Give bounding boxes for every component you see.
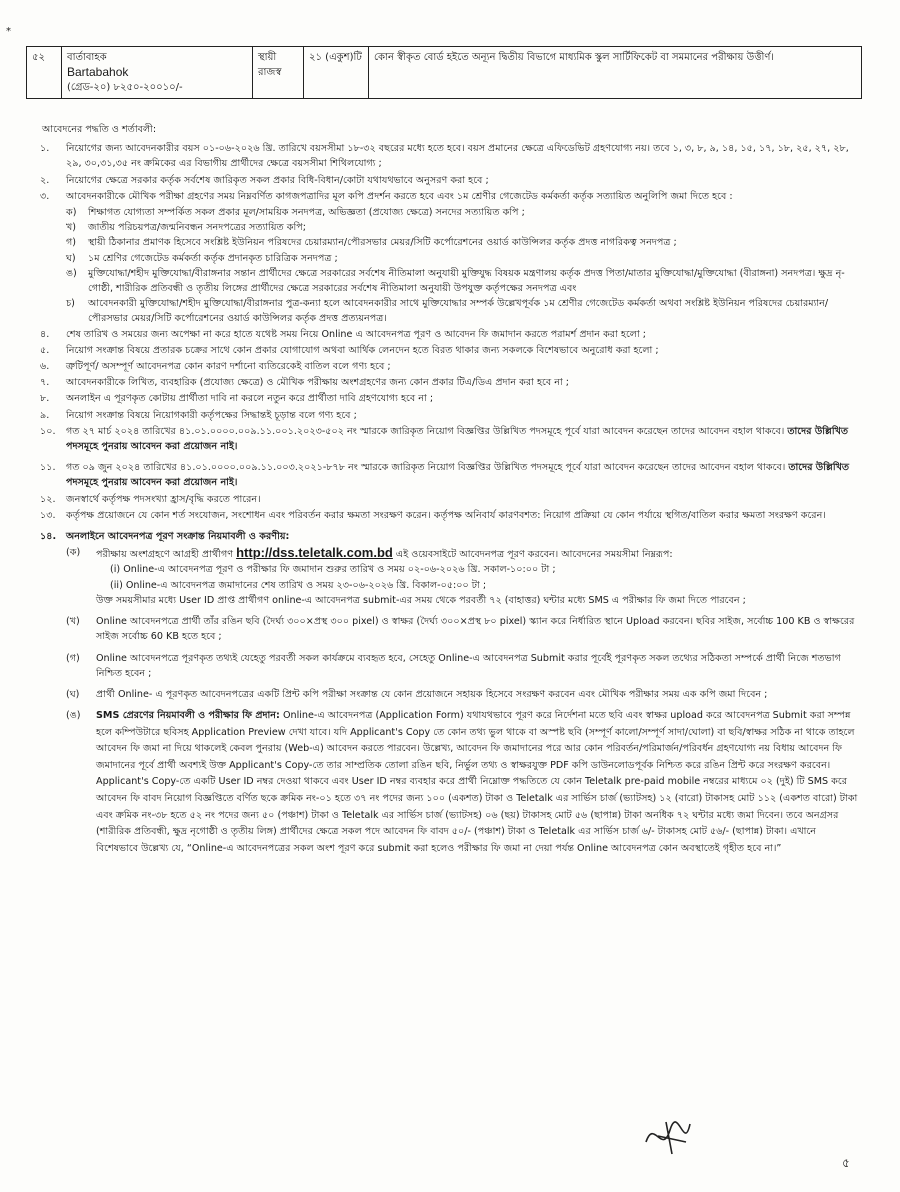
list-item: ৪. শেষ তারিখ ও সময়ের জন্য অপেক্ষা না করে হাতে যথেষ্ট সময় নিয়ে Online এ আবেদনপত্র পূরণ ও আবেদন ফি জমাদান করতে পরামর্শ প্রদান করা হলো ; [40, 328, 647, 340]
serial-cell: ৫২ [27, 47, 62, 99]
list-item: ৭. আবেদনকারীকে লিখিত, ব্যবহারিক (প্রযোজ্য ক্ষেত্রে) ও মৌখিক পরীক্ষায় অংশগ্রহণের জন্য কোন প্রকার টিএ/ডিএ প্রদান করা হবে না ; [40, 377, 570, 389]
top-mark: * [6, 26, 11, 37]
sub-item: চ) আবেদনকারী মুক্তিযোদ্ধা/শহীদ মুক্তিযোদ্ধা/বীরাঙ্গনার পুত্র-কন্যা হলে আবেদনকারীর সাথে মুক্তিযোদ্ধার সম্পর্ক উল্লেখপূর্বক ১ম শ্রেণীর গেজেটেড কর্মকর্তা অথবা সংশ্লিষ্ট ইউনিয়ন পরিষদের চেয়ারম্যান/পৌরসভার মেয়র/সিটি কর্পোরেশনের ওয়ার্ড কাউন্সিলর কর্তৃক প্রদত্ত প্রত্যয়নপত্র। [66, 298, 829, 325]
online-item-gha: (ঘ) প্রার্থী Online- এ পূরণকৃত আবেদনপত্রের একটি প্রিন্ট কপি পরীক্ষা সংক্রান্ত যে কোন প্রয়োজনে সহায়ক হিসেবে সংরক্ষণ করবেন এবং মৌখিক পরীক্ষার সময় এক কপি জমা দিবেন ; [66, 688, 768, 700]
list-item: ১. নিয়োগের জন্য আবেদনকারীর বয়স ০১-০৬-২০২৬ খ্রি. তারিখে বয়সসীমা ১৮-৩২ বছরের মধ্যে হতে হবে। বয়স প্রমানের ক্ষেত্রে এফিডেভিট গ্রহণযোগ্য নয়। তবে ১, ৩, ৮, ৯, ১৪, ১৫, ১৭, ১৮, ২৫, ২৭, ২৮, ২৯, ৩০,৩১,৩৫ নং ক্রমিকের এর বিভাগীয় প্রার্থীদের ক্ষেত্রে বয়সসীমা শিথিলযোগ্য ; [40, 143, 849, 170]
online-item-ga: (গ) Online আবেদনপত্রে পূরণকৃত তথ্যই যেহেতু পরবর্তী সকল কার্যক্রমে ব্যবহৃত হবে, সেহেতু Online-এ আবেদনপত্র Submit করার পূর্বেই পূরণকৃত সকল তথ্যের সঠিকতা সম্পর্কে প্রার্থী নিজে শতভাগ নিশ্চিত হবেন ; [66, 652, 841, 679]
post-title-bn: বার্তাবাহক [67, 52, 107, 63]
sub-item: খ) জাতীয় পরিচয়পত্র/জন্মনিবন্ধন সনদপত্রের সত্যায়িত কপি; [66, 222, 306, 234]
terms-section [40, 122, 860, 857]
sub-item: গ) স্থায়ী ঠিকানার প্রমাণক হিসেবে সংশ্লিষ্ট ইউনিয়ন পরিষদের চেয়ারম্যান/পৌরসভার মেয়র/সিটি কর্পোরেশনের ওয়ার্ড কাউন্সিলর কর্তৃক প্রদত্ত নাগরিকত্ব সনদপত্র ; [66, 237, 677, 249]
website-link[interactable]: http://dss.teletalk.com.bd [236, 545, 393, 561]
list-item: ৫. নিয়োগ সংক্রান্ত বিষয়ে প্রতারক চক্রের সাথে কোন প্রকার যোগাযোগ অথবা আর্থিক লেনদেন হতে বিরত থাকার জন্য সকলকে বিশেষভাবে অনুরোধ করা হলো ; [40, 344, 659, 356]
signature-mark [640, 1112, 700, 1160]
sub-item: ঘ) ১ম শ্রেণির গেজেটেড কর্মকর্তা কর্তৃক প্রদানকৃত চারিত্রিক সনদপত্র ; [66, 252, 338, 264]
online-item-ka: (ক) পরীক্ষায় অংশগ্রহণে আগ্রহী প্রার্থীগণ http://dss.teletalk.com.bd এই ওয়েবসাইটে আবেদনপত্র পূরণ করবেন। আবেদনের সময়সীমা নিম্নরূপ: (i) Online-এ আবেদনপত্র পূরণ ও পরীক্ষার ফি জমাদান শুরুর তারিখ ও সময় ০২-০৬-২০২৬ খ্রি. সকাল-১০:০০ টা ; (ii) Online-এ আবেদনপত্র জমাদানের শেষ তারিখ ও সময় ২৩-০৬-২০২৬ খ্রি. বিকাল-০৫:০০ টা ; উক্ত সময়সীমার মধ্যে User ID প্রাপ্ত প্রার্থীগণ online-এ আবেদনপত্র submit-এর সময় থেকে পরবর্তী ৭২ (বাহাত্তর) ঘন্টার মধ্যে SMS এ পরীক্ষার ফি জমা দিতে পারবেন ; [66, 545, 746, 606]
list-item: ৯. নিয়োগ সংক্রান্ত বিষয়ে নিয়োগকারী কর্তৃপক্ষের সিদ্ধান্তই চূড়ান্ত বলে গণ্য হবে ; [40, 409, 357, 421]
list-item: ১৩. কর্তৃপক্ষ প্রয়োজনে যে কোন শর্ত সংযোজন, সংশোধন এবং পরিবর্তন করার ক্ষমতা সংরক্ষণ করেন। কর্তৃপক্ষ অনিবার্য কারণবশত: নিয়োগ প্রক্রিয়া যে কোন পর্যায়ে স্থগিত/বাতিল করার ক্ষমতা সংরক্ষণ করেন। [40, 509, 826, 521]
post-count-cell: ২১ (একুশ)টি [304, 47, 369, 99]
list-item: ৩. আবেদনকারীকে মৌখিক পরীক্ষা গ্রহণের সময় নিম্নবর্ণিত কাগজপত্রাদির মূল কপি প্রদর্শন করতে হবে এবং ১ম শ্রেণীর গেজেটেড কর্মকর্তা কর্তৃক সত্যায়িত অনুলিপি জমা দিতে হবে : [40, 190, 733, 202]
post-title-cell [62, 47, 253, 99]
list-item: ১০. গত ২৭ মার্চ ২০২৪ তারিখের ৪১.০১.০০০০.০০৯.১১.০০১.২০২৩-৫০২ নং স্মারকে জারিকৃত নিয়োগ বিজ্ঞপ্তির উল্লিখিত পদসমূহে পূর্বে যারা আবেদন করেছেন তাদের আবেদন বহাল থাকবে। তাদের উল্লিখিত পদসমূহে পুনরায় আবেদন করা প্রয়োজন নাই। [40, 425, 849, 453]
post-grade: (গ্রেড-২০) ৮২৫০-২০০১০/- [67, 82, 183, 93]
page-number: ৫ [842, 1156, 850, 1170]
list-item: ১১. গত ০৯ জুন ২০২৪ তারিখের ৪১.০১.০০০০.০০৯.১১.০০৩.২০২১-৮৭৮ নং স্মারকে জারিকৃত নিয়োগ বিজ্ঞপ্তির উল্লিখিত পদসমূহে পূর্বে যারা আবেদন করেছেন তাদের আবেদন বহাল থাকবে। তাদের উল্লিখিত পদসমূহে পুনরায় আবেদন করা প্রয়োজন নাই। [40, 462, 850, 489]
post-title-en: Bartabahok [67, 65, 129, 79]
terms-heading: আবেদনের পদ্ধতি ও শর্তাবলী: [42, 124, 157, 135]
sub-item: ঙ) মুক্তিযোদ্ধা/শহীদ মুক্তিযোদ্ধা/বীরাঙ্গনার সন্তান প্রার্থীদের ক্ষেত্রে সরকারের সর্বশেষ নীতিমালা অনুযায়ী মুক্তিযুদ্ধ বিষয়ক মন্ত্রণালয় কর্তৃক প্রদত্ত পিতা/মাতার মুক্তিযোদ্ধা/মুক্তিযোদ্ধা (বীরাঙ্গনা) সনদপত্র। ক্ষুদ্র নৃ-গোষ্ঠী, শারীরিক প্রতিবন্ধী ও তৃতীয় লিঙ্গের প্রার্থীদের ক্ষেত্রে সরকারের সর্বশেষ নীতিমালা অনুযায়ী উপযুক্ত কর্তৃপক্ষের সনদপত্র এবং [66, 267, 845, 295]
list-item: ৮. অনলাইন এ পূরণকৃত কোটায় প্রার্থীতা দাবি না করলে নতুন করে প্রার্থীতা দাবি গ্রহণযোগ্য হবে না ; [40, 393, 434, 405]
list-item: ১৪. অনলাইনে আবেদনপত্র পূরণ সংক্রান্ত নিয়মাবলী ও করণীয়: [40, 531, 290, 543]
list-item: ৬. ত্রুটিপূর্ণ/ অসম্পূর্ণ আবেদনপত্র কোন কারণ দর্শানো ব্যতিরেকেই বাতিল বলে গণ্য হবে ; [40, 361, 391, 373]
list-item: ২. নিয়োগের ক্ষেত্রে সরকার কর্তৃক সর্বশেষ জারিকৃত সকল প্রকার বিধি-বিধান/কোটা যথাযথভাবে অনুসরণ করা হবে ; [40, 174, 489, 186]
list-item: ১২. জনস্বার্থে কর্তৃপক্ষ পদসংখ্যা হ্রাস/বৃদ্ধি করতে পারেন। [40, 493, 261, 505]
sub-item: ক) শিক্ষাগত যোগ্যতা সম্পর্কিত সকল প্রকার মূল/সাময়িক সনদপত্র, অভিজ্ঞতা (প্রযোজ্য ক্ষেত্রে) সনদের সত্যায়িত কপি ; [66, 207, 525, 219]
online-item-kha: (খ) Online আবেদনপত্রে প্রার্থী তাঁর রঙিন ছবি (দৈর্ঘ্য ৩০০×প্রস্থ ৩০০ pixel) ও স্বাক্ষর (দৈর্ঘ্য ৩০০×প্রস্থ ৮০ pixel) স্ক্যান করে নির্ধারিত স্থানে Upload করবেন। ছবির সাইজ, সর্বোচ্চ 100 KB ও স্বাক্ষরের সাইজ সর্বোচ্চ 60 KB হতে হবে ; [66, 616, 855, 643]
post-type-cell: স্থায়ী রাজস্ব [253, 47, 304, 99]
table-row [27, 47, 862, 99]
post-table [26, 46, 862, 99]
qualification-cell: কোন স্বীকৃত বোর্ড হইতে অন্যূন দ্বিতীয় বিভাগে মাধ্যমিক স্কুল সার্টিফিকেট বা সমমানের পরীক্ষায় উত্তীর্ণ। [369, 47, 862, 99]
online-item-uma: (ঙ) SMS প্রেরণের নিয়মাবলী ও পরীক্ষার ফি প্রদান: Online-এ আবেদনপত্র (Application Form) যথাযথভাবে পূরণ করে নির্দেশনা মতে ছবি এবং স্বাক্ষর upload করে আবেদনপত্র Submit করা সম্পন্ন হলে কম্পিউটারে ছবিসহ Application Preview দেখা যাবে। যদি Applicant's Copy তে কোন তথ্য ভুল থাকে বা অস্পষ্ট ছবি (সম্পূর্ণ কালো/সম্পূর্ণ সাদা/ঘোলা) বা ছবি/স্বাক্ষর সঠিক না থাকে তাহলে আবেদন ফি জমা না দিয়ে থাকলেই কেবল পুনরায় (Web-এ) আবেদন করতে পারবেন। উল্লেখ্য, আবেদন ফি জমাদানের পরে আর কোন পরিবর্তন/পরিমার্জন/পরিবর্ধন গ্রহণযোগ্য নয় বিধায় আবেদন ফি জমাদানের পূর্বে প্রার্থী অবশ্যই উক্ত Applicant's Copy-তে তার সাম্প্রতিক তোলা রঙিন ছবি, নির্ভুল তথ্য ও স্বাক্ষরযুক্ত PDF কপি ডাউনলোডপূর্বক নিশ্চিত করে রঙিন প্রিন্ট করে সংরক্ষণ করবেন। Applicant's Copy-তে একটি User ID নম্বর দেওয়া থাকবে এবং User ID নম্বর ব্যবহার করে প্রার্থী নিম্নোক্ত পদ্ধতিতে যে কোন Teletalk pre-paid mobile নম্বরের মাধ্যমে ০২ (দুই) টি SMS করে আবেদন ফি বাবদ নিয়োগ বিজ্ঞপ্তিতে বর্ণিত ছকে ক্রমিক নং-০১ হতে ৩৭ নং পদের জন্য ১০০ (একশত) টাকা ও Teletalk এর সার্ভিস চার্জ (ভ্যাটসহ) ১২ (বারো) টাকাসহ মোট ১১২ (একশত বারো) টাকা এবং ক্রমিক নং-৩৮ হতে ৫২ নং পদের জন্য ৫০ (পঞ্চাশ) টাকা ও Teletalk এর সার্ভিস চার্জ (ভ্যাটসহ) ০৬ (ছয়) টাকাসহ মোট ৫৬ (ছাপান্ন) টাকা অনধিক ৭২ ঘন্টার মধ্যে জমা দিবেন। তবে অনগ্রসর (শারীরিক প্রতিবন্ধী, ক্ষুদ্র নৃগোষ্ঠী ও তৃতীয় লিঙ্গ) প্রার্থীদের ক্ষেত্রে সকল পদে আবেদন ফি বাবদ ৫০/- (পঞ্চাশ) টাকা ও Teletalk এর সার্ভিস চার্জ ৬/- টাকাসহ মোট ৫৬/- (ছাপান্ন) টাকা। এখানে বিশেষভাবে উল্লেখ্য যে, “Online-এ আবেদনপত্রের সকল অংশ পূরণ করে submit করা হলেও পরীক্ষার ফি জমা না দেয়া পর্যন্ত Online আবেদনপত্র কোন অবস্থাতেই গৃহীত হবে না।” [66, 710, 858, 854]
